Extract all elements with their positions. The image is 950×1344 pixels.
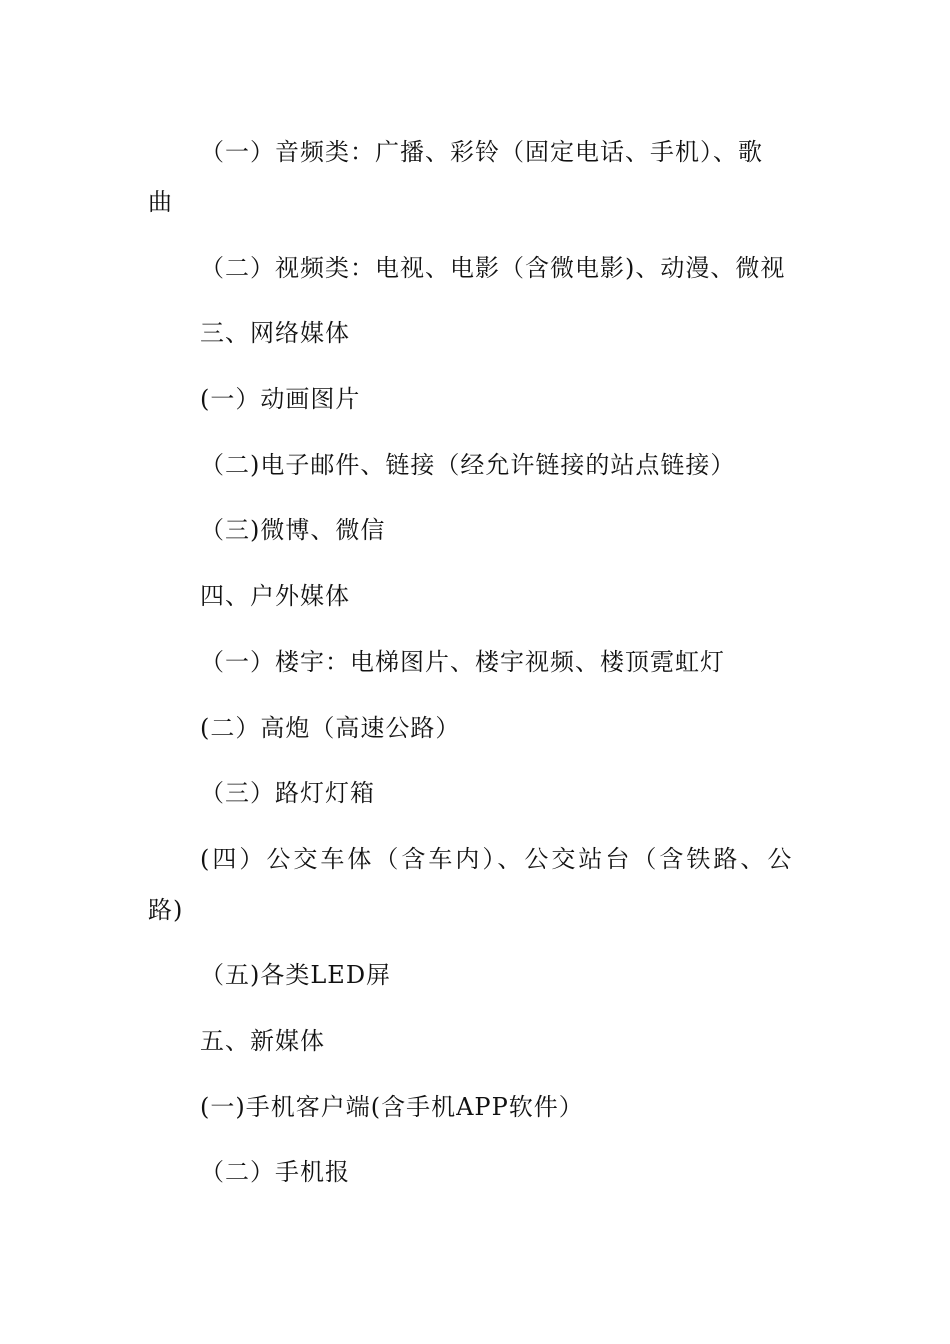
text-line-led-screens: （五)各类LED屏 [200, 961, 392, 989]
text-line-highway-billboards: (二）高炮（高速公路） [200, 714, 461, 742]
text-line-animated-images: (一）动画图片 [200, 385, 361, 413]
text-line-street-lightboxes: （三）路灯灯箱 [200, 779, 375, 807]
text-line-bus-stations-continued: 路) [148, 896, 184, 924]
text-line-weibo-wechat: （三)微博、微信 [200, 516, 386, 544]
text-line-mobile-clients: (一)手机客户端(含手机APP软件） [200, 1093, 584, 1121]
text-line-audio: （一）音频类：广播、彩铃（固定电话、手机）、歌 [200, 138, 763, 166]
section-heading-new-media: 五、新媒体 [200, 1027, 325, 1055]
text-line-video: （二）视频类：电视、电影（含微电影)、动漫、微视 [200, 254, 786, 282]
section-heading-outdoor-media: 四、户外媒体 [200, 582, 350, 610]
text-line-email-links: （二)电子邮件、链接（经允许链接的站点链接） [200, 451, 736, 479]
text-line-audio-continued: 曲 [148, 188, 173, 216]
text-line-bus-stations: (四）公交车体（含车内）、公交站台（含铁路、公 [200, 845, 795, 873]
text-line-mobile-newspaper: （二）手机报 [200, 1158, 350, 1186]
text-line-buildings: （一）楼宇：电梯图片、楼宇视频、楼顶霓虹灯 [200, 648, 725, 676]
section-heading-network-media: 三、网络媒体 [200, 319, 350, 347]
